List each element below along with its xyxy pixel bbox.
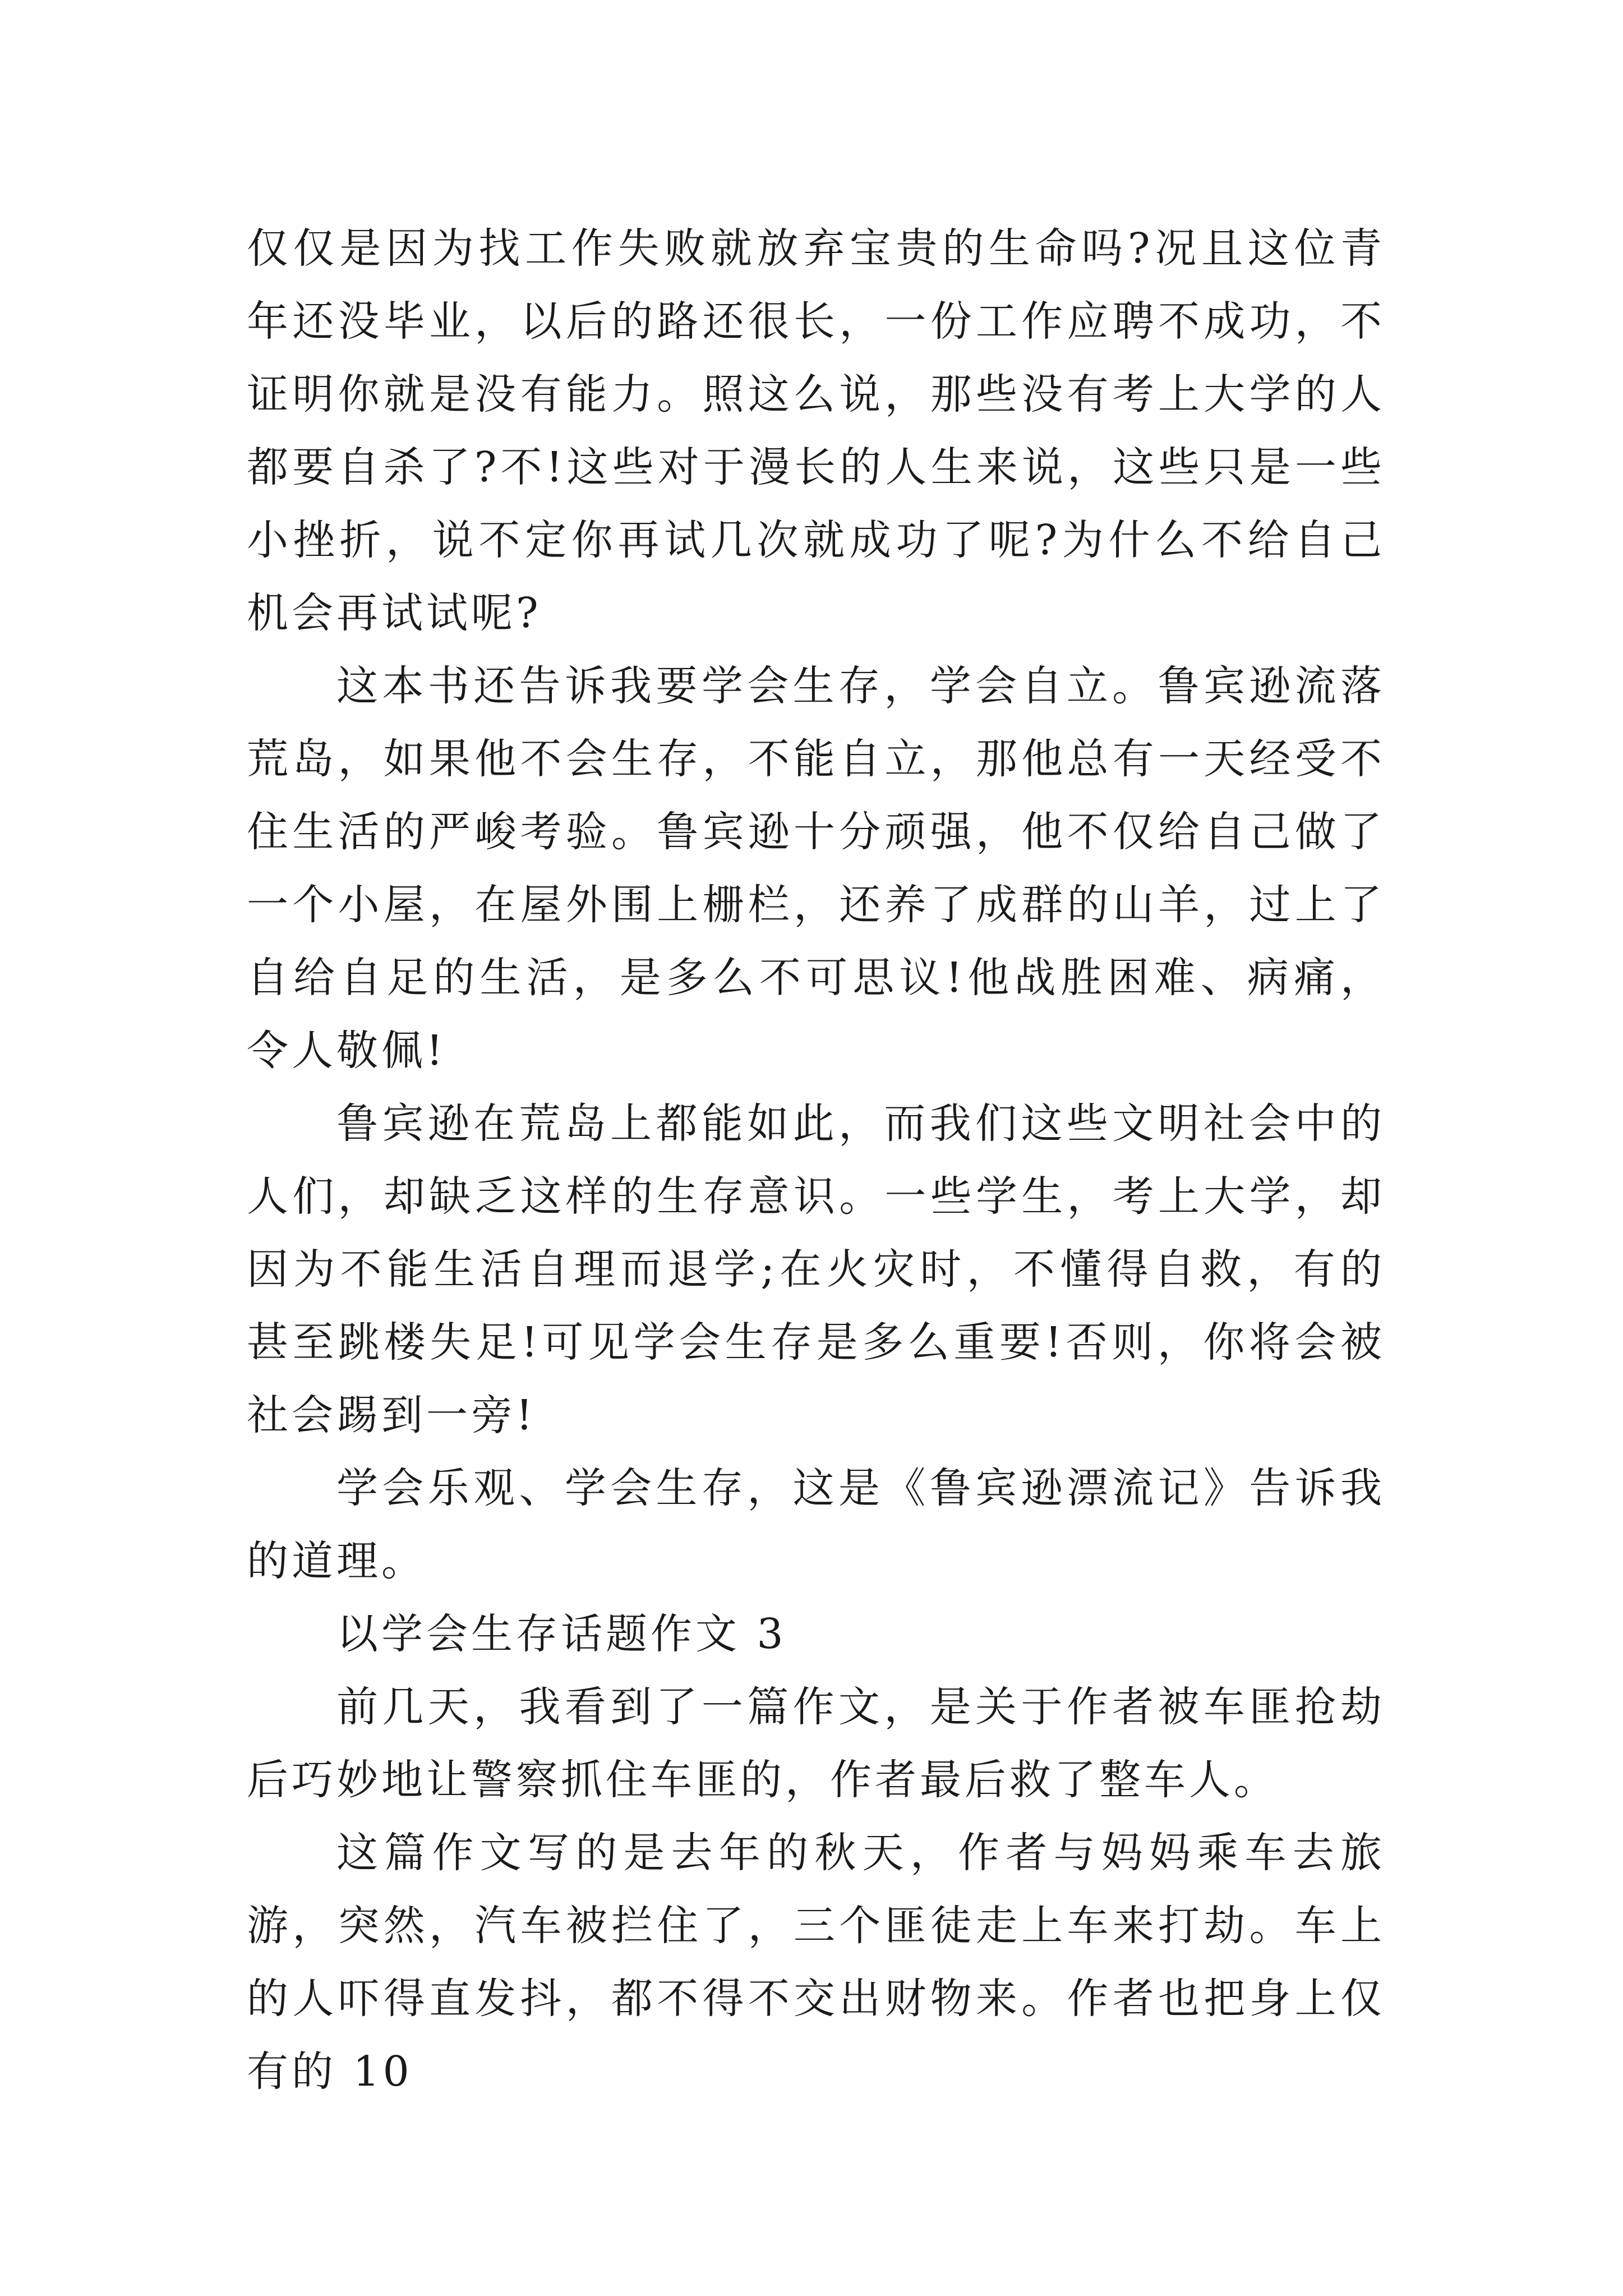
- paragraph: 这本书还告诉我要学会生存，学会自立。鲁宾逊流落荒岛，如果他不会生存，不能自立，那他总有一天经受不住生活的严峻考验。鲁宾逊十分顽强，他不仅给自己做了一个小屋，在屋外围上栅栏，还养了成群的山羊，过上了自给自足的生活，是多么不可思议!他战胜困难、病痛，令人敬佩!: [247, 662, 1385, 1075]
- essay-heading: 以学会生存话题作文 3: [336, 1610, 787, 1658]
- paragraph: 鲁宾逊在荒岛上都能如此，而我们这些文明社会中的人们，却缺乏这样的生存意识。一些学生，考上大学，却因为不能生活自理而退学;在火灾时，不懂得自救，有的甚至跳楼失足!可见学会生存是多么重要!否则，你将会被社会踢到一旁!: [247, 1099, 1385, 1439]
- paragraph: 学会乐观、学会生存，这是《鲁宾逊漂流记》告诉我的道理。: [247, 1464, 1385, 1585]
- paragraph: 这篇作文写的是去年的秋天，作者与妈妈乘车去旅游，突然，汽车被拦住了，三个匪徒走上车来打劫。车上的人吓得直发抖，都不得不交出财物来。作者也把身上仅有的 10: [247, 1829, 1385, 2096]
- paragraph-continued: 仅仅是因为找工作失败就放弃宝贵的生命吗?况且这位青年还没毕业，以后的路还很长，一份工作应聘不成功，不证明你就是没有能力。照这么说，那些没有考上大学的人都要自杀了?不!这些对于漫长的人生来说，这些只是一些小挫折，说不定你再试几次就成功了呢?为什么不给自己机会再试试呢?: [247, 224, 1385, 637]
- document-body: [247, 212, 1385, 2108]
- paragraph: 前几天，我看到了一篇作文，是关于作者被车匪抢劫后巧妙地让警察抓住车匪的，作者最后救了整车人。: [247, 1683, 1385, 1804]
